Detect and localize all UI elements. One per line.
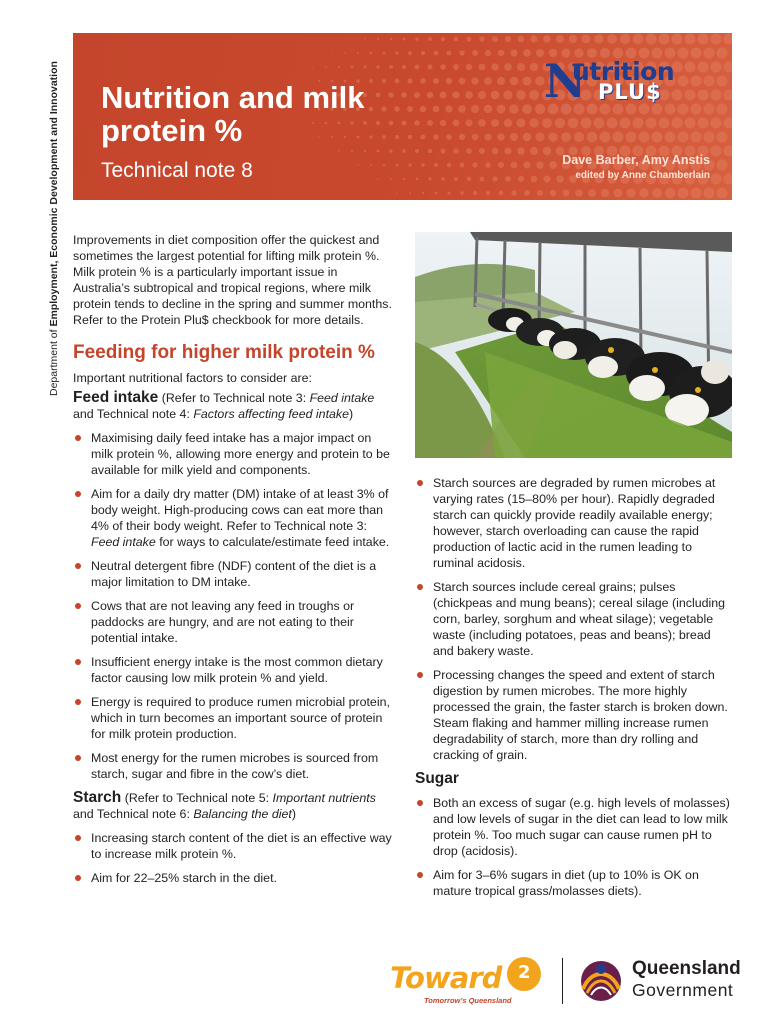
title-line-2: protein %: [101, 113, 243, 148]
toward-word: Toward: [390, 961, 502, 995]
bullet-icon: [75, 835, 81, 841]
starch-heading-line: [73, 790, 395, 822]
feed-intake-heading: Feed intake: [73, 389, 159, 406]
logo-word: utrition: [572, 57, 675, 86]
bullet-icon: [417, 672, 423, 678]
starch-list: [73, 830, 395, 886]
section-heading: Feeding for higher milk protein %: [73, 342, 375, 363]
starch-ref-c: and Technical note 6:: [73, 807, 194, 821]
government-wordmark: Government: [632, 980, 734, 1000]
bullet-icon: [417, 872, 423, 878]
department-name: Employment, Economic Development and Innovation: [48, 61, 60, 327]
title-line-1: Nutrition and milk: [101, 80, 365, 115]
starch-ref-d: Balancing the diet: [193, 807, 292, 821]
list-item: Neutral detergent fibre (NDF) content of the diet is a major limitation to DM intake.: [73, 558, 395, 590]
list-item: Aim for 3–6% sugars in diet (up to 10% is OK on mature tropical grass/molasses diets).: [415, 867, 733, 899]
toward-q2-logo: [390, 957, 550, 1007]
intro-paragraph: Improvements in diet composition offer the quickest and sometimes the largest potential for lifting milk protein %. Milk protein % is a particularly important issue in Australia’s subtropical and tropical regions, where milk protein tends to decline in the spring and summer months. Refer to the Protein Plu$ checkbook for more details.: [73, 233, 392, 327]
list-item: Starch sources include cereal grains; pulses (chickpeas and mung beans); cereal silage (including corn, barley, sorghum and wheat silage); vegetable waste (including potatoes, peas and beans); bread and bakery waste.: [415, 579, 733, 659]
bullet-icon: [417, 584, 423, 590]
bullet-icon: [75, 755, 81, 761]
dairy-cows-image: [415, 232, 732, 458]
toward-tagline: Tomorrow’s Queensland: [424, 996, 512, 1005]
sugar-heading: Sugar: [415, 770, 459, 787]
department-sidebar: [48, 61, 60, 396]
feed-intake-ref-d: Factors affecting feed intake: [193, 407, 349, 421]
document-title: [101, 81, 365, 147]
bullet-icon: [75, 659, 81, 665]
section-lead: Important nutritional factors to consider are:: [73, 371, 312, 385]
authors: Dave Barber, Amy Anstis: [562, 153, 710, 167]
department-prefix: Department of: [48, 326, 60, 396]
bullet-icon: [75, 435, 81, 441]
feed-intake-ref-a: (Refer to Technical note 3:: [158, 391, 310, 405]
list-item: Cows that are not leaving any feed in troughs or paddocks are hungry, and are not eating to their potential intake.: [73, 598, 395, 646]
document-subtitle: Technical note 8: [101, 159, 253, 182]
list-item: Aim for 22–25% starch in the diet.: [73, 870, 395, 886]
sugar-list: [415, 795, 733, 899]
bullet-icon: [417, 480, 423, 486]
bullet-icon: [75, 875, 81, 881]
feed-intake-ref-e: ): [349, 407, 354, 421]
feed-intake-list: [73, 430, 395, 782]
queensland-crest-icon: [577, 955, 625, 1003]
bullet-icon: [75, 603, 81, 609]
queensland-wordmark: Queensland: [632, 958, 741, 979]
list-item: Most energy for the rumen microbes is sourced from starch, sugar and fibre in the cow’s diet.: [73, 750, 395, 782]
logo-initial: N: [544, 54, 587, 108]
nutrition-plus-logo: [544, 55, 714, 115]
bullet-icon: [75, 491, 81, 497]
header-banner: [73, 33, 732, 200]
bullet-icon: [75, 563, 81, 569]
footer-divider: [562, 958, 563, 1004]
list-item: Increasing starch content of the diet is an effective way to increase milk protein %.: [73, 830, 395, 862]
starch-ref-e: ): [291, 807, 296, 821]
list-item: Aim for a daily dry matter (DM) intake of at least 3% of body weight. High-producing cows can eat more than 4% of their body weight. Refer to Technical note 3: Feed intake for ways to calculate/estimate feed intake.: [73, 486, 395, 550]
right-column: [415, 475, 733, 907]
starch-ref-b: Important nutrients: [272, 791, 376, 805]
bullet-icon: [417, 800, 423, 806]
bullet-icon: [75, 699, 81, 705]
cows-feeding-photo: [415, 232, 732, 458]
feed-intake-ref-c: and Technical note 4:: [73, 407, 194, 421]
editor: edited by Anne Chamberlain: [575, 170, 710, 181]
q2-number: 2: [518, 962, 531, 983]
feed-intake-heading-line: [73, 390, 395, 422]
list-item: Both an excess of sugar (e.g. high levels of molasses) and low levels of sugar in the diet can lead to low milk protein %. Too much sugar can cause rumen pH to drop (acidosis).: [415, 795, 733, 859]
logo-plus: PLU$: [598, 80, 662, 104]
feed-intake-ref-b: Feed intake: [309, 391, 375, 405]
list-item: Processing changes the speed and extent of starch digestion by rumen microbes. The more highly processed the grain, the faster starch is broken down. Steam flaking and hammer milling increase rumen degradability of starch, more than dry rolling and cracking of grain.: [415, 667, 733, 763]
left-column: [73, 232, 395, 894]
starch-list-continued: [415, 475, 733, 763]
list-item: Energy is required to produce rumen microbial protein, which in turn becomes an important source of protein for milk protein production.: [73, 694, 395, 742]
list-item: Insufficient energy intake is the most common dietary factor causing low milk protein % and yield.: [73, 654, 395, 686]
list-item: Maximising daily feed intake has a major impact on milk protein %, allowing more energy and protein to be available for milk yield and components.: [73, 430, 395, 478]
starch-heading: Starch: [73, 789, 122, 806]
starch-ref-a: (Refer to Technical note 5:: [121, 791, 273, 805]
list-item: Starch sources are degraded by rumen microbes at varying rates (15–80% per hour). Rapidly degraded starch can quickly provide readily available energy; however, starch overloading can cause the rapid production of lactic acid in the rumen leading to ruminal acidosis.: [415, 475, 733, 571]
